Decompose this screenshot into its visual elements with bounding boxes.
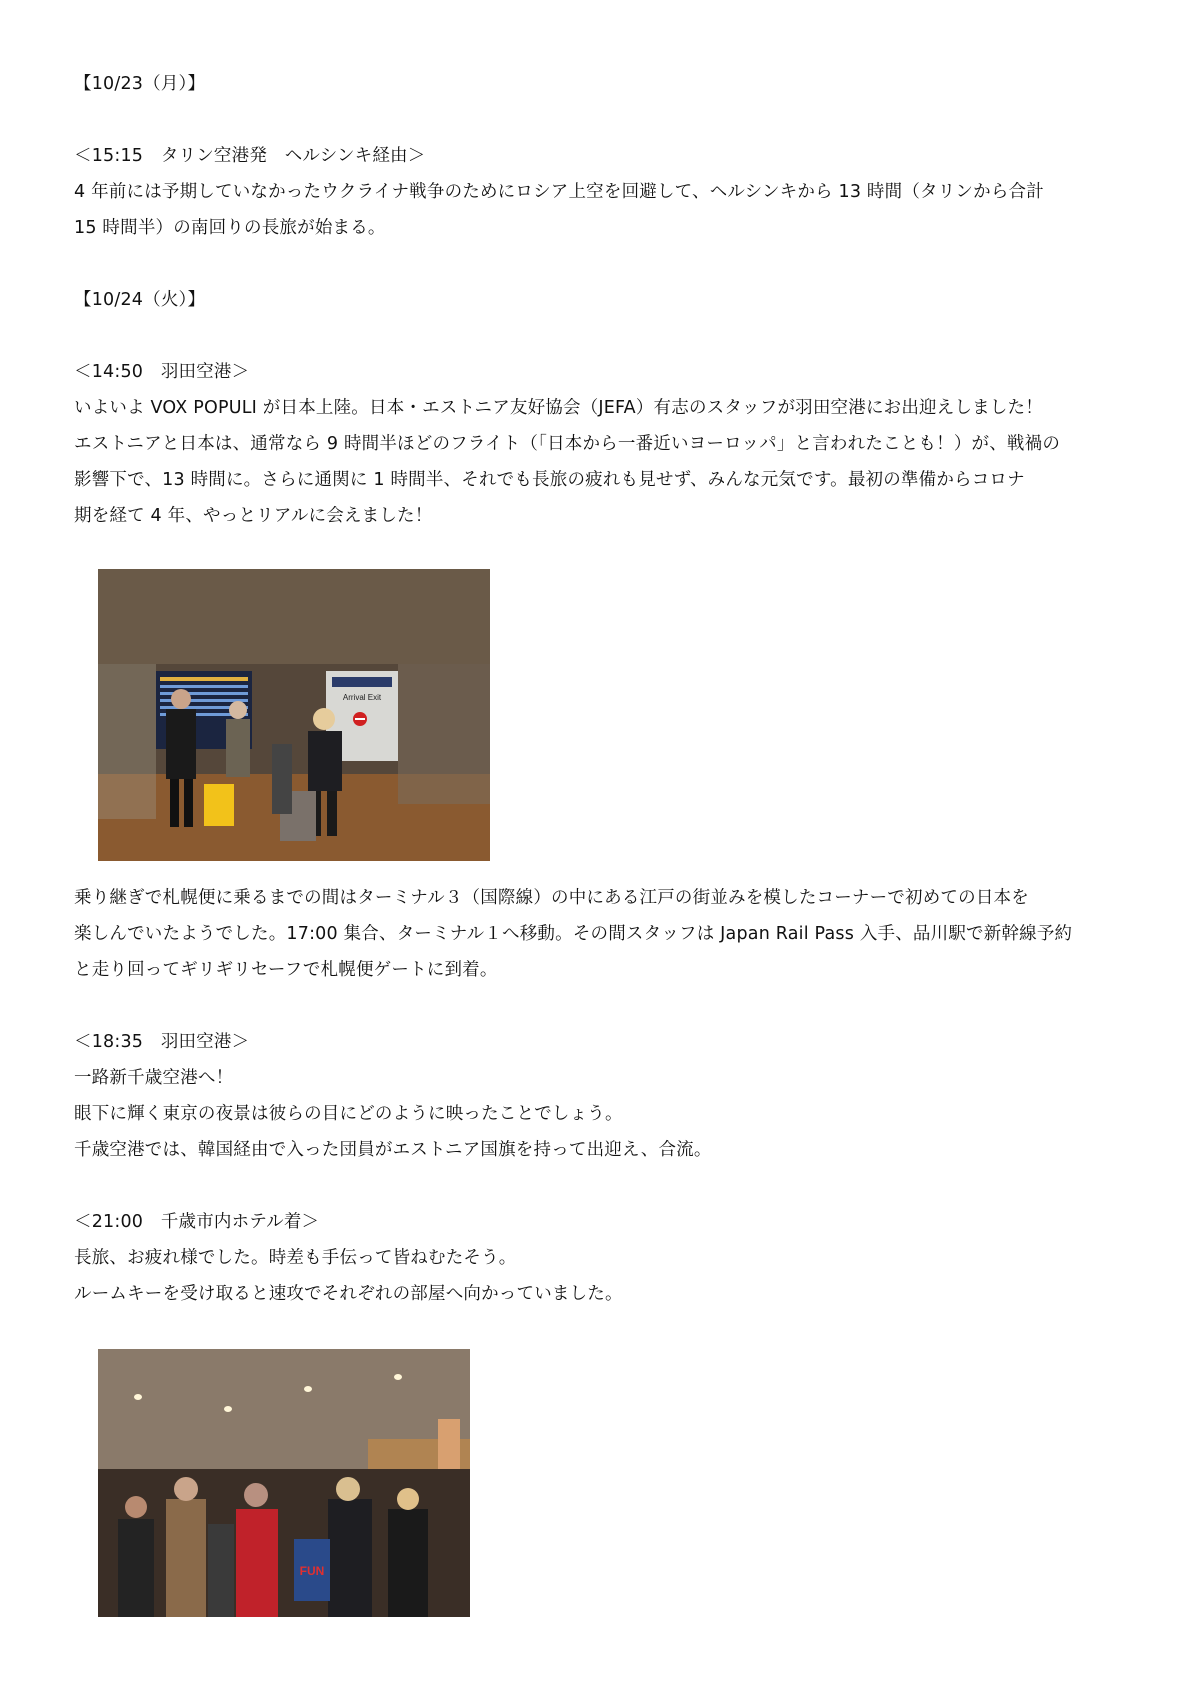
section-title-haneda-departure: ＜18:35 羽田空港＞ — [74, 1032, 250, 1052]
date-heading-1023: 【10/23（月）】 — [74, 74, 206, 94]
arrival-exit-sign-text: Arrival Exit — [342, 693, 382, 702]
paragraph-line: 15 時間半）の南回りの長旅が始まる。 — [74, 218, 386, 238]
paragraph-line: と走り回ってギリギリセーフで札幌便ゲートに到着。 — [74, 960, 498, 980]
section-title-haneda-arrival: ＜14:50 羽田空港＞ — [74, 362, 250, 382]
paragraph-line: 乗り継ぎで札幌便に乗るまでの間はターミナル３（国際線）の中にある江戸の街並みを模したコーナーで初めての日本を — [74, 888, 1029, 908]
paragraph-line: 長旅、お疲れ様でした。時差も手伝って皆ねむたそう。 — [74, 1248, 517, 1268]
paragraph-line: 千歳空港では、韓国経由で入った団員がエストニア国旗を持って出迎え、合流。 — [74, 1140, 712, 1160]
paragraph-line: 影響下で、13 時間に。さらに通関に 1 時間半、それでも長旅の疲れも見せず、みんな元気です。最初の準備からコロナ — [74, 470, 1025, 490]
paragraph-line: 期を経て 4 年、やっとリアルに会えました！ — [74, 506, 433, 526]
paragraph-line: ルームキーを受け取ると速攻でそれぞれの部屋へ向かっていました。 — [74, 1284, 623, 1304]
airport-arrival-photo — [98, 569, 490, 861]
fun-suitcase-text: FUN — [299, 1564, 325, 1578]
paragraph-line: 眼下に輝く東京の夜景は彼らの目にどのように映ったことでしょう。 — [74, 1104, 623, 1124]
hotel-lobby-photo — [98, 1349, 470, 1617]
paragraph-line: いよいよ VOX POPULI が日本上陸。日本・エストニア友好協会（JEFA）有志のスタッフが羽田空港にお出迎えしました！ — [74, 398, 1043, 418]
date-heading-1024: 【10/24（火）】 — [74, 290, 206, 310]
section-title-tallinn: ＜15:15 タリン空港発 ヘルシンキ経由＞ — [74, 146, 426, 166]
paragraph-line: 一路新千歳空港へ！ — [74, 1068, 234, 1088]
paragraph-line: 楽しんでいたようでした。17:00 集合、ターミナル１へ移動。その間スタッフは Japan Rail Pass 入手、品川駅で新幹線予約 — [74, 924, 1073, 944]
paragraph-line: エストニアと日本は、通常なら 9 時間半ほどのフライト（「日本から一番近いヨーロッパ」と言われたことも！）が、戦禍の — [74, 434, 1061, 454]
paragraph-line: 4 年前には予期していなかったウクライナ戦争のためにロシア上空を回避して、ヘルシンキから 13 時間（タリンから合計 — [74, 182, 1044, 202]
section-title-chitose-hotel: ＜21:00 千歳市内ホテル着＞ — [74, 1212, 320, 1232]
